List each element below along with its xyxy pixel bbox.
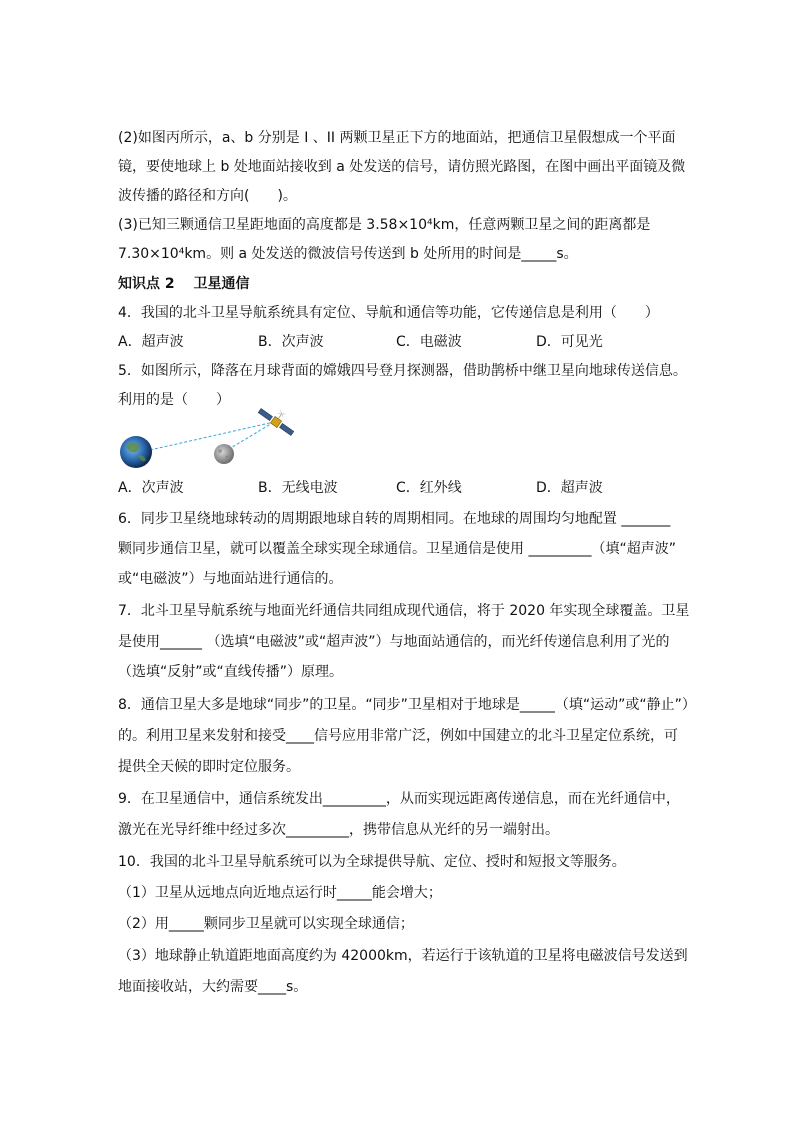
question-5-line1: 5．如图所示，降落在月球背面的嫦娥四号登月探测器，借助鹊桥中继卫星向地球传送信息。 <box>118 363 687 379</box>
q4-option-b: B．次声波 <box>258 334 324 350</box>
q4-option-c: C．电磁波 <box>396 334 462 350</box>
q5-option-c: C．红外线 <box>396 480 462 496</box>
q3-part2-line3: 波传播的路径和方向( )。 <box>118 188 297 204</box>
q5-option-a: A．次声波 <box>118 480 184 496</box>
q4-option-d: D．可见光 <box>536 334 603 350</box>
question-6-line2: 颗同步通信卫星，就可以覆盖全球实现全球通信。卫星通信是使用 _________（填“超声波” <box>118 541 676 557</box>
q3-part2-line2: 镜，要使地球上 b 处地面站接收到 a 处发送的信号，请仿照光路图，在图中画出平面镜及微 <box>118 159 686 175</box>
q5-option-b: B．无线电波 <box>258 480 338 496</box>
question-7-line2: 是使用______ （选填“电磁波”或“超声波”）与地面站通信的，而光纤传递信息利用了光的 <box>118 634 670 650</box>
q4-option-a: A．超声波 <box>118 334 184 350</box>
question-10-part3-line2: 地面接收站，大约需要____s。 <box>118 979 308 995</box>
q3-part3-line2: 7.30×10⁴km。则 a 处发送的微波信号传送到 b 处所用的时间是_____s。 <box>118 246 578 262</box>
q3-part2-line1: (2)如图丙所示，a、b 分别是 I 、II 两颗卫星正下方的地面站，把通信卫星假想成一个平面 <box>118 130 676 146</box>
earth-icon <box>120 436 152 468</box>
question-8-line3: 提供全天候的即时定位服务。 <box>118 759 300 775</box>
question-6-line3: 或“电磁波”）与地面站进行通信的。 <box>118 571 343 587</box>
question-8-line1: 8．通信卫星大多是地球“同步”的卫星。“同步”卫星相对于地球是_____（填“运动”或“静止”） <box>118 697 696 713</box>
question-8-line2: 的。利用卫星来发射和接受____信号应用非常广泛，例如中国建立的北斗卫星定位系统，可 <box>118 728 678 744</box>
question-10-stem: 10．我国的北斗卫星导航系统可以为全球提供导航、定位、授时和短报文等服务。 <box>118 854 626 870</box>
question-9-line1: 9．在卫星通信中，通信系统发出_________，从而实现远距离传递信息，而在光纤通信中， <box>118 791 680 807</box>
satellite-icon <box>257 402 299 437</box>
question-10-part2: （2）用_____颗同步卫星就可以实现全球通信； <box>118 916 414 932</box>
question-7-line3: （选填“反射”或“直线传播”）原理。 <box>118 664 344 680</box>
question-10-part3-line1: （3）地球静止轨道距地面高度约为 42000km，若运行于该轨道的卫星将电磁波信号发送到 <box>118 948 688 964</box>
question-10-part1: （1）卫星从远地点向近地点运行时_____能会增大； <box>118 885 442 901</box>
q3-part3-line1: (3)已知三颗通信卫星距地面的高度都是 3.58×10⁴km，任意两颗卫星之间的距离都是 <box>118 217 651 233</box>
q5-option-d: D．超声波 <box>536 480 603 496</box>
earth-moon-satellite-figure <box>116 402 306 474</box>
question-5-line2: 利用的是（ ） <box>118 392 230 408</box>
section-heading: 知识点 2 卫星通信 <box>118 276 250 292</box>
question-9-line2: 激光在光导纤维中经过多次_________，携带信息从光纤的另一端射出。 <box>118 822 559 838</box>
question-7-line1: 7．北斗卫星导航系统与地面光纤通信共同组成现代通信，将于 2020 年实现全球覆盖。卫星 <box>118 603 690 619</box>
moon-icon <box>214 444 234 464</box>
question-4: 4．我国的北斗卫星导航系统具有定位、导航和通信等功能，它传递信息是利用（ ） <box>118 305 659 321</box>
question-6-line1: 6．同步卫星绕地球转动的周期跟地球自转的周期相同。在地球的周围均匀地配置 _______ <box>118 511 671 527</box>
